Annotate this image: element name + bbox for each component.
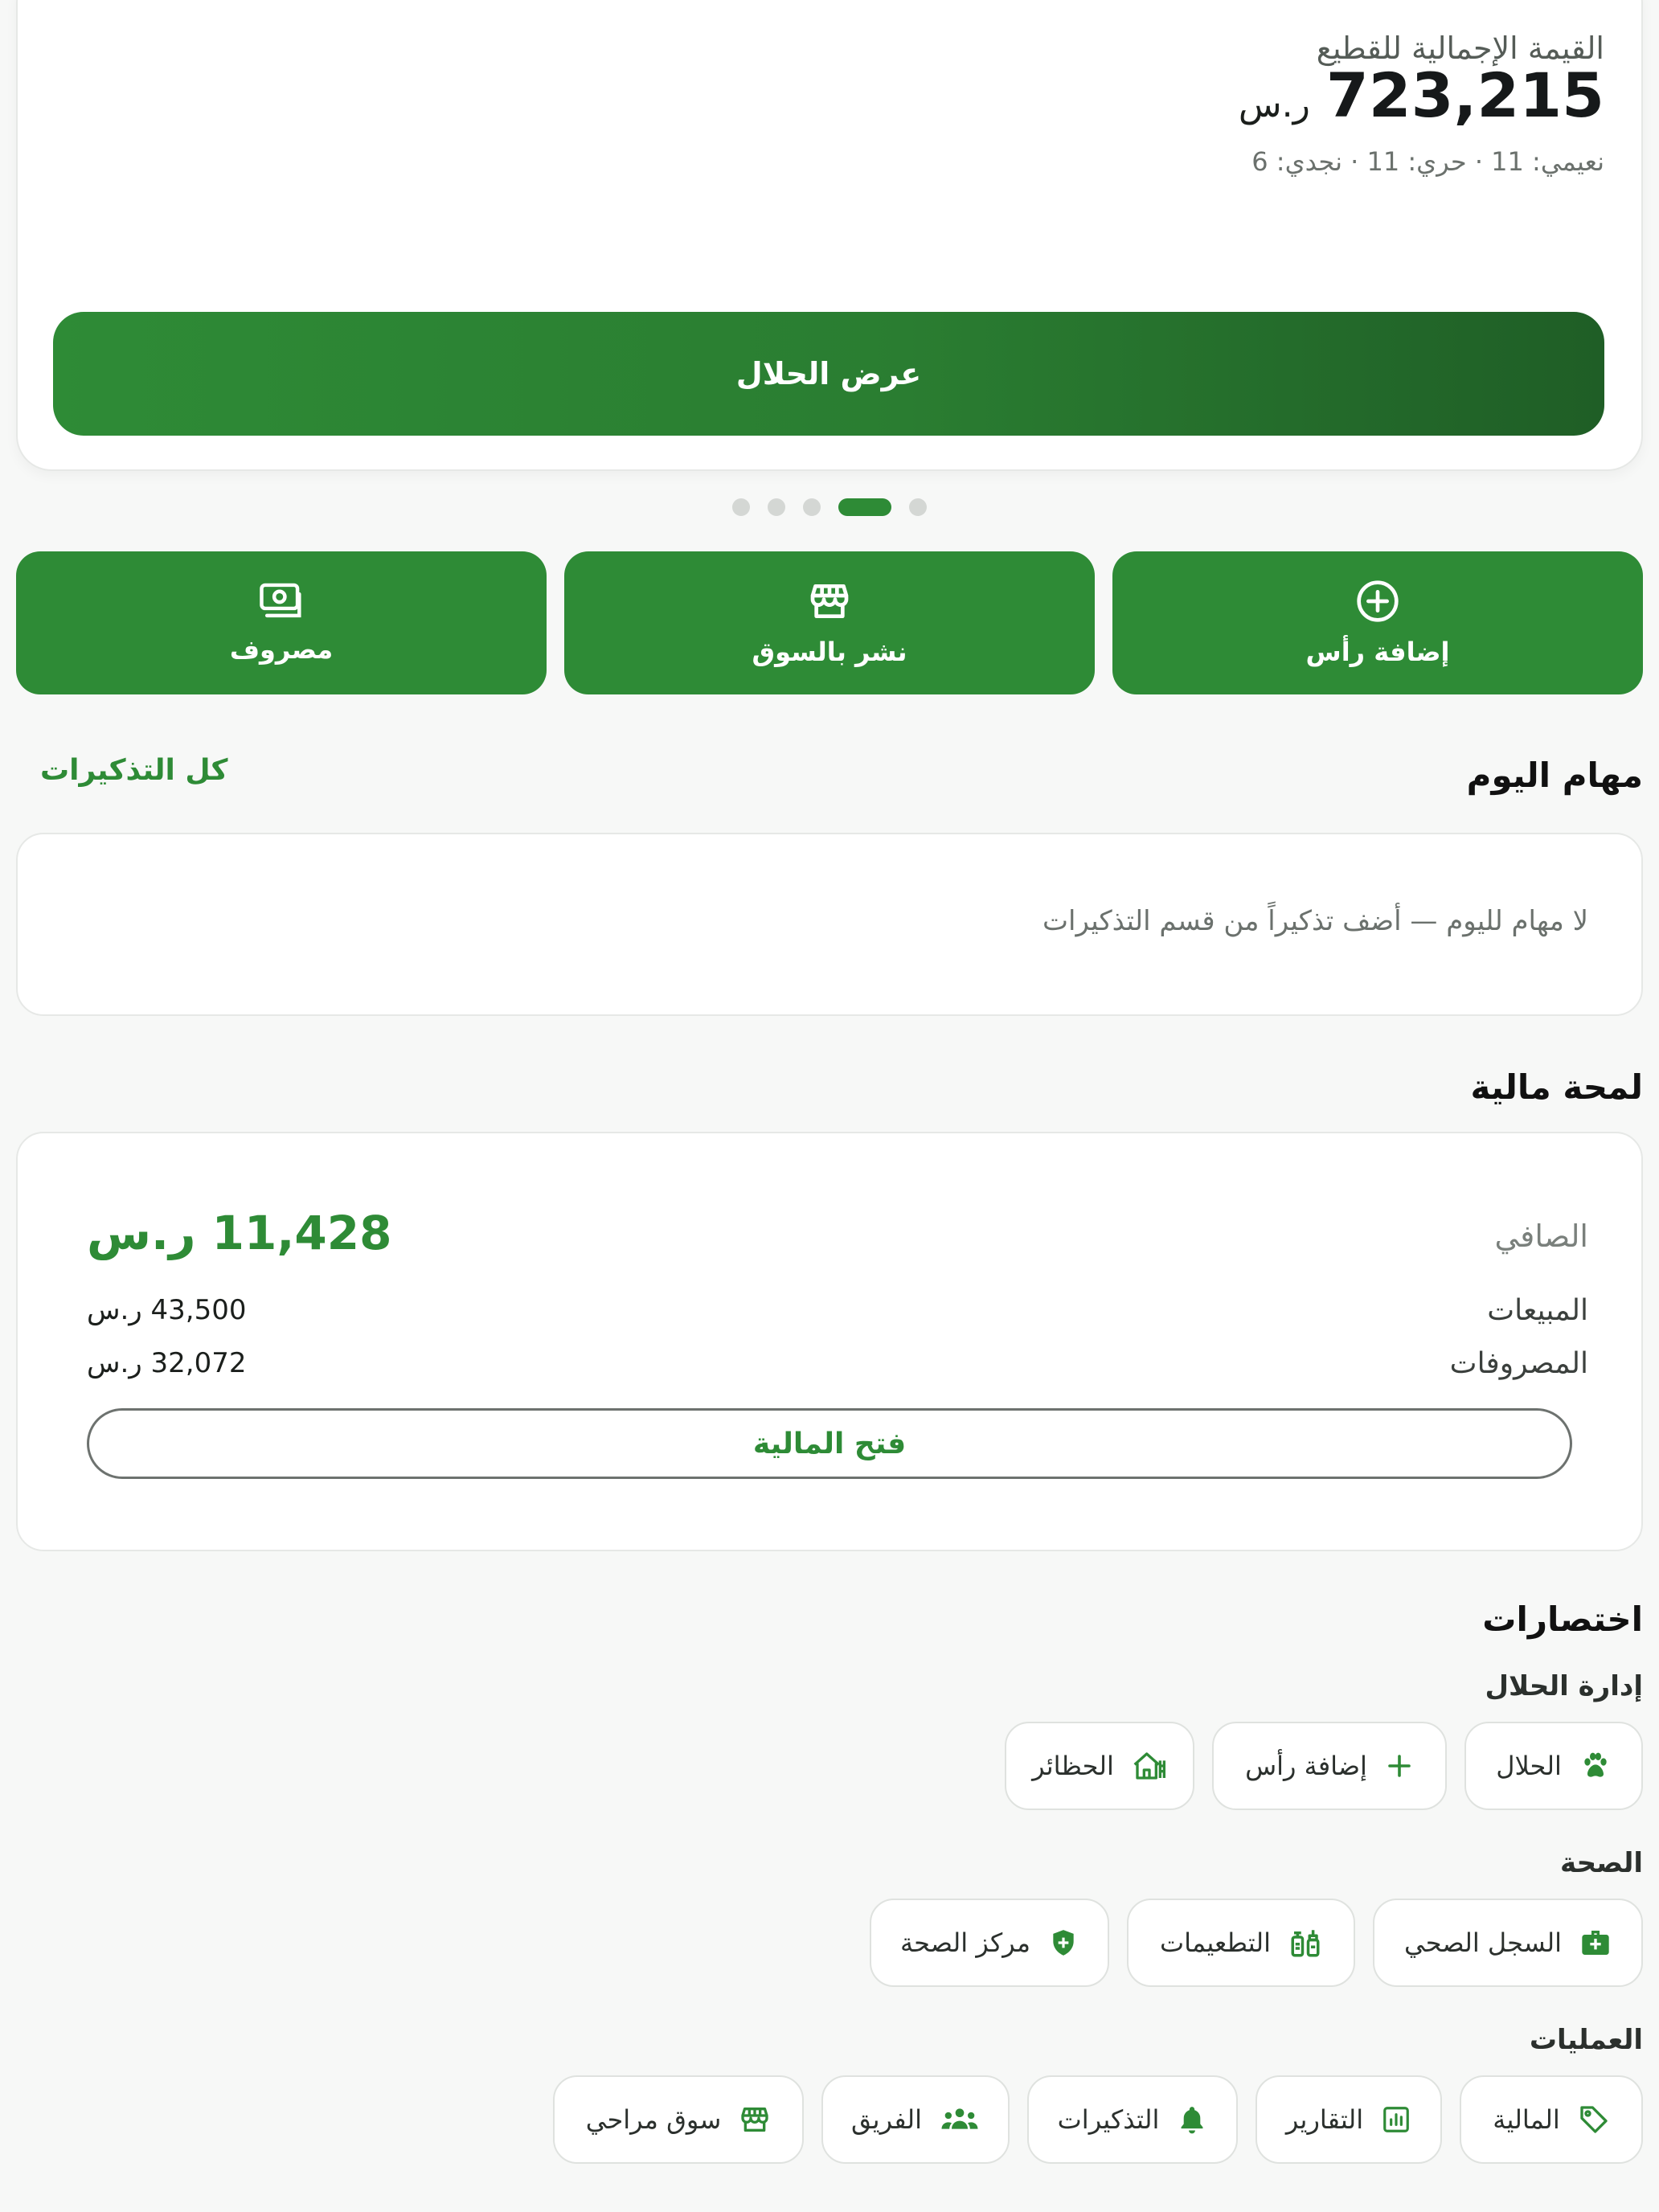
shortcut-reports[interactable] xyxy=(1256,2075,1442,2164)
shortcut-vaccinations[interactable] xyxy=(1127,1899,1355,1987)
shortcut-team[interactable] xyxy=(821,2075,1010,2164)
medical-kit-icon xyxy=(1579,1927,1612,1959)
shortcut-finance[interactable] xyxy=(1460,2075,1643,2164)
all-reminders-link[interactable]: كل التذكيرات xyxy=(40,754,228,787)
shortcut-marahi-market[interactable] xyxy=(553,2075,804,2164)
carousel-dot[interactable] xyxy=(803,498,821,516)
shortcut-herd[interactable] xyxy=(1464,1722,1643,1810)
carousel-dot[interactable] xyxy=(909,498,927,516)
view-herd-button[interactable]: عرض الحلال xyxy=(53,312,1604,436)
health-shield-icon xyxy=(1048,1927,1079,1959)
shortcut-label: التقارير xyxy=(1285,2104,1364,2135)
carousel-dot[interactable] xyxy=(732,498,750,516)
shortcut-add-head[interactable] xyxy=(1212,1722,1447,1810)
finance-expenses-value: 32,072 ر.س xyxy=(87,1347,247,1379)
finance-card xyxy=(16,1132,1643,1551)
shortcut-group-title: إدارة الحلال xyxy=(1485,1670,1643,1702)
finance-net-label: الصافي xyxy=(1494,1219,1588,1254)
shortcut-health-record[interactable] xyxy=(1373,1899,1643,1987)
herd-breed-breakdown: نعيمي: 11 · حري: 11 · نجدي: 6 xyxy=(1251,146,1604,177)
bell-icon xyxy=(1177,2103,1207,2136)
shortcut-health-center[interactable] xyxy=(870,1899,1109,1987)
report-chart-icon xyxy=(1381,2104,1411,2135)
finance-sales-value: 43,500 ر.س xyxy=(87,1294,247,1326)
shortcut-label: التطعيمات xyxy=(1160,1927,1272,1958)
quick-add-head-button[interactable] xyxy=(1112,551,1643,694)
shortcut-label: الحلال xyxy=(1496,1751,1562,1781)
shortcut-reminders[interactable] xyxy=(1027,2075,1238,2164)
storefront-icon xyxy=(739,2103,771,2136)
team-icon xyxy=(940,2105,980,2134)
shortcuts-section-title: اختصارات xyxy=(1482,1600,1643,1639)
shortcut-label: سوق مراحي xyxy=(585,2104,722,2135)
carousel-dot[interactable] xyxy=(768,498,785,516)
quick-action-label: نشر بالسوق xyxy=(752,637,907,667)
herd-value-label: القيمة الإجمالية للقطيع xyxy=(1316,31,1604,66)
finance-net-value: 11,428 ر.س xyxy=(87,1206,392,1260)
shortcut-label: إضافة رأس xyxy=(1245,1751,1367,1781)
plus-circle-icon xyxy=(1355,579,1400,624)
quick-action-label: مصروف xyxy=(229,634,334,665)
shortcut-group-title: العمليات xyxy=(1529,2024,1643,2056)
shortcut-group-title: الصحة xyxy=(1559,1847,1643,1879)
paw-icon xyxy=(1579,1750,1612,1782)
open-finance-button[interactable]: فتح المالية xyxy=(87,1408,1572,1479)
quick-market-post-button[interactable] xyxy=(564,551,1095,694)
carousel-dot-active[interactable] xyxy=(838,498,891,516)
quick-action-label: إضافة رأس xyxy=(1305,637,1450,667)
herd-value-card xyxy=(16,0,1643,471)
shortcut-label: الفريق xyxy=(850,2104,923,2135)
herd-value-row xyxy=(1239,59,1604,131)
finance-expenses-label: المصروفات xyxy=(1449,1347,1588,1380)
shortcut-label: التذكيرات xyxy=(1057,2104,1160,2135)
shortcut-label: المالية xyxy=(1493,2104,1560,2135)
shortcut-barns[interactable] xyxy=(1005,1722,1194,1810)
plus-icon xyxy=(1385,1751,1414,1780)
tasks-empty-text: لا مهام لليوم — أضف تذكيراً من قسم التذكيرات xyxy=(1043,905,1588,937)
quick-expense-button[interactable] xyxy=(16,551,547,694)
carousel-indicator xyxy=(0,498,1659,516)
shortcut-label: السجل الصحي xyxy=(1404,1927,1562,1958)
cash-icon xyxy=(258,581,305,621)
herd-currency: ر.س xyxy=(1238,84,1310,125)
tasks-section-title: مهام اليوم xyxy=(1466,756,1643,795)
vaccine-icon xyxy=(1288,1926,1322,1960)
herd-total-value: 723,215 xyxy=(1325,59,1604,131)
shortcut-label: الحظائر xyxy=(1032,1751,1114,1781)
shortcut-label: مركز الصحة xyxy=(899,1927,1031,1958)
finance-sales-label: المبيعات xyxy=(1487,1294,1588,1327)
barn-icon xyxy=(1132,1750,1167,1782)
finance-section-title: لمحة مالية xyxy=(1470,1067,1643,1107)
tag-icon xyxy=(1578,2103,1610,2136)
storefront-icon xyxy=(807,579,852,624)
